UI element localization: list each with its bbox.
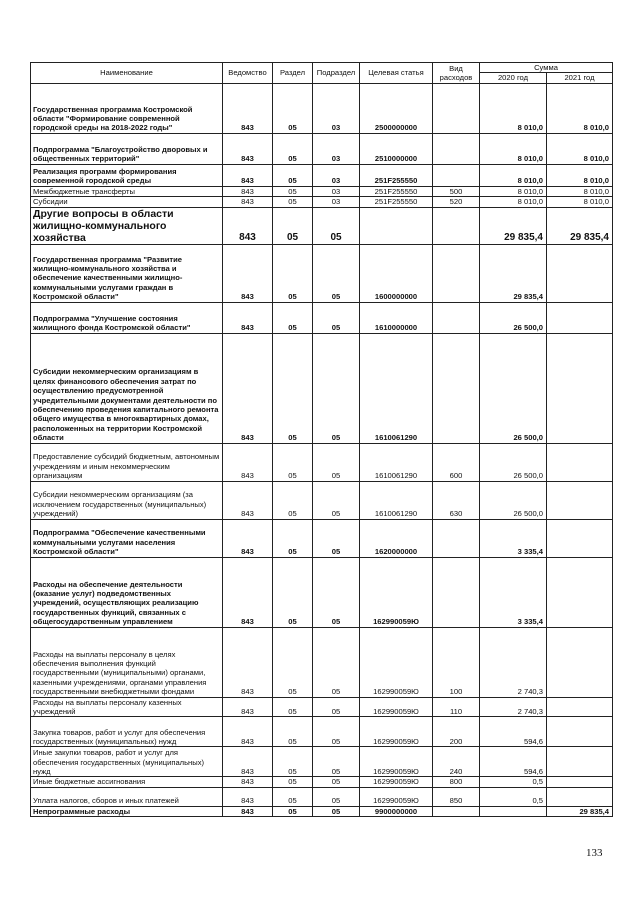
cell-section: 05 (273, 197, 313, 207)
cell-name: Подпрограмма "Улучшение состояния жилищного фонда Костромской области" (31, 302, 223, 333)
cell-name: Расходы на обеспечение деятельности (оказание услуг) подведомственных учреждений, осуществляющих реализацию государственных функций, связанных с общегосударственным управлением (31, 557, 223, 627)
cell-2020: 2 740,3 (480, 697, 547, 717)
cell-section: 05 (273, 697, 313, 717)
cell-2020: 8 010,0 (480, 83, 547, 133)
cell-subsection: 05 (313, 302, 360, 333)
cell-name: Субсидии некоммерческим организациям в целях финансового обеспечения затрат по осуществлению предусмотренной учредительными документами деятельности по обеспечению проведения капитального ремонта общего имущества в многоквартирных домах, расположенных на территории Костромской области (31, 333, 223, 443)
cell-target: 1600000000 (360, 244, 433, 302)
cell-target: 162990059Ю (360, 717, 433, 747)
cell-name: Закупка товаров, работ и услуг для обеспечения государственных (муниципальных) нужд (31, 717, 223, 747)
table-row (31, 806, 613, 816)
cell-subsection: 05 (313, 697, 360, 717)
cell-subsection: 05 (313, 717, 360, 747)
cell-dept: 843 (223, 207, 273, 244)
cell-section: 05 (273, 557, 313, 627)
cell-section: 05 (273, 133, 313, 164)
cell-2021: 29 835,4 (547, 806, 613, 816)
cell-section: 05 (273, 443, 313, 481)
header-2021: 2021 год (547, 73, 613, 83)
cell-name: Другие вопросы в области жилищно-коммунального хозяйства (31, 207, 223, 244)
cell-target: 162990059Ю (360, 787, 433, 806)
table-row (31, 481, 613, 519)
table-row (31, 197, 613, 207)
cell-target: 1610061290 (360, 333, 433, 443)
cell-subsection: 03 (313, 164, 360, 186)
cell-2021 (547, 557, 613, 627)
cell-2020: 8 010,0 (480, 133, 547, 164)
cell-name: Расходы на выплаты персоналу казенных учреждений (31, 697, 223, 717)
cell-section: 05 (273, 83, 313, 133)
cell-2021 (547, 627, 613, 697)
table-row (31, 164, 613, 186)
cell-2021 (547, 244, 613, 302)
cell-target: 251F255550 (360, 197, 433, 207)
cell-target: 251F255550 (360, 164, 433, 186)
cell-target: 1620000000 (360, 519, 433, 557)
cell-section: 05 (273, 777, 313, 787)
cell-name: Предоставление субсидий бюджетным, автономным учреждениям и иным некоммерческим организациям (31, 443, 223, 481)
cell-name: Расходы на выплаты персоналу в целях обеспечения выполнения функций государственными (муниципальными) органами, казенными учреждениями, органами управления государственными внебюджетными фондами (31, 627, 223, 697)
cell-2021 (547, 519, 613, 557)
cell-2020: 26 500,0 (480, 481, 547, 519)
cell-dept: 843 (223, 133, 273, 164)
cell-dept: 843 (223, 557, 273, 627)
cell-subsection: 05 (313, 207, 360, 244)
cell-section: 05 (273, 186, 313, 196)
cell-section: 05 (273, 333, 313, 443)
cell-subsection: 05 (313, 777, 360, 787)
cell-2020: 3 335,4 (480, 519, 547, 557)
table-body (31, 83, 613, 816)
cell-section: 05 (273, 519, 313, 557)
cell-name: Субсидии (31, 197, 223, 207)
cell-section: 05 (273, 717, 313, 747)
cell-target (360, 207, 433, 244)
cell-exp-type: 240 (433, 747, 480, 777)
cell-2021 (547, 747, 613, 777)
cell-subsection: 05 (313, 333, 360, 443)
cell-target: 162990059Ю (360, 697, 433, 717)
cell-2021 (547, 787, 613, 806)
cell-dept: 843 (223, 519, 273, 557)
cell-exp-type (433, 164, 480, 186)
cell-exp-type (433, 302, 480, 333)
cell-exp-type (433, 83, 480, 133)
cell-2021 (547, 302, 613, 333)
cell-2020: 594,6 (480, 747, 547, 777)
cell-exp-type (433, 133, 480, 164)
cell-exp-type: 100 (433, 627, 480, 697)
cell-exp-type: 630 (433, 481, 480, 519)
cell-subsection: 05 (313, 519, 360, 557)
header-sum: Сумма (480, 63, 613, 73)
cell-dept: 843 (223, 697, 273, 717)
cell-name: Государственная программа "Развитие жилищно-коммунального хозяйства и обеспечение качественными жилищно-коммунальными услугами граждан в Костромской области" (31, 244, 223, 302)
cell-dept: 843 (223, 481, 273, 519)
cell-section: 05 (273, 207, 313, 244)
cell-2021: 8 010,0 (547, 197, 613, 207)
cell-dept: 843 (223, 627, 273, 697)
cell-2021 (547, 697, 613, 717)
cell-name: Реализация программ формирования современной городской среды (31, 164, 223, 186)
cell-subsection: 03 (313, 186, 360, 196)
cell-name: Иные бюджетные ассигнования (31, 777, 223, 787)
cell-2021 (547, 481, 613, 519)
table-row (31, 83, 613, 133)
table-row (31, 717, 613, 747)
cell-target: 162990059Ю (360, 747, 433, 777)
table-row (31, 244, 613, 302)
cell-subsection: 05 (313, 443, 360, 481)
cell-dept: 843 (223, 777, 273, 787)
header-name: Наименование (31, 63, 223, 84)
cell-section: 05 (273, 164, 313, 186)
cell-exp-type (433, 519, 480, 557)
cell-dept: 843 (223, 186, 273, 196)
cell-target: 1610061290 (360, 443, 433, 481)
cell-2021: 8 010,0 (547, 83, 613, 133)
table-row (31, 186, 613, 196)
cell-2021: 29 835,4 (547, 207, 613, 244)
cell-exp-type (433, 207, 480, 244)
header-2020: 2020 год (480, 73, 547, 83)
cell-2021 (547, 443, 613, 481)
cell-2021 (547, 777, 613, 787)
cell-2020: 8 010,0 (480, 164, 547, 186)
cell-section: 05 (273, 806, 313, 816)
cell-name: Межбюджетные трансферты (31, 186, 223, 196)
cell-subsection: 03 (313, 197, 360, 207)
header-subsection: Подраздел (313, 63, 360, 84)
cell-subsection: 05 (313, 481, 360, 519)
cell-dept: 843 (223, 333, 273, 443)
cell-subsection: 03 (313, 133, 360, 164)
cell-dept: 843 (223, 443, 273, 481)
cell-2020: 8 010,0 (480, 186, 547, 196)
cell-subsection: 05 (313, 627, 360, 697)
cell-2020: 0,5 (480, 787, 547, 806)
cell-2020: 0,5 (480, 777, 547, 787)
cell-subsection: 05 (313, 806, 360, 816)
table-row (31, 697, 613, 717)
cell-dept: 843 (223, 164, 273, 186)
cell-target: 162990059Ю (360, 557, 433, 627)
cell-2020: 26 500,0 (480, 443, 547, 481)
cell-subsection: 05 (313, 557, 360, 627)
cell-2021: 8 010,0 (547, 133, 613, 164)
cell-2020: 3 335,4 (480, 557, 547, 627)
cell-target: 1610000000 (360, 302, 433, 333)
cell-dept: 843 (223, 717, 273, 747)
table-row (31, 777, 613, 787)
cell-2020: 29 835,4 (480, 207, 547, 244)
cell-2020: 594,6 (480, 717, 547, 747)
cell-name: Иные закупки товаров, работ и услуг для обеспечения государственных (муниципальных) нужд (31, 747, 223, 777)
cell-subsection: 05 (313, 747, 360, 777)
cell-exp-type: 500 (433, 186, 480, 196)
cell-target: 9900000000 (360, 806, 433, 816)
cell-2020: 26 500,0 (480, 333, 547, 443)
cell-subsection: 05 (313, 787, 360, 806)
cell-exp-type: 110 (433, 697, 480, 717)
cell-2020: 8 010,0 (480, 197, 547, 207)
header-target: Целевая статья (360, 63, 433, 84)
table-row (31, 557, 613, 627)
cell-dept: 843 (223, 302, 273, 333)
header-section: Раздел (273, 63, 313, 84)
cell-section: 05 (273, 787, 313, 806)
table-row (31, 443, 613, 481)
cell-exp-type (433, 806, 480, 816)
cell-2020: 2 740,3 (480, 627, 547, 697)
cell-dept: 843 (223, 197, 273, 207)
cell-subsection: 05 (313, 244, 360, 302)
cell-name: Уплата налогов, сборов и иных платежей (31, 787, 223, 806)
cell-section: 05 (273, 302, 313, 333)
table-row (31, 302, 613, 333)
cell-dept: 843 (223, 747, 273, 777)
cell-2020: 29 835,4 (480, 244, 547, 302)
cell-name: Государственная программа Костромской области "Формирование современной городской среды на 2018-2022 годы" (31, 83, 223, 133)
cell-exp-type (433, 557, 480, 627)
cell-name: Подпрограмма "Благоустройство дворовых и общественных территорий" (31, 133, 223, 164)
cell-2021: 8 010,0 (547, 186, 613, 196)
cell-exp-type: 200 (433, 717, 480, 747)
cell-target: 251F255550 (360, 186, 433, 196)
cell-section: 05 (273, 747, 313, 777)
cell-2020: 26 500,0 (480, 302, 547, 333)
cell-exp-type: 850 (433, 787, 480, 806)
table-row (31, 519, 613, 557)
cell-2021 (547, 333, 613, 443)
table-row (31, 207, 613, 244)
cell-2021 (547, 717, 613, 747)
cell-target: 2500000000 (360, 83, 433, 133)
cell-exp-type: 600 (433, 443, 480, 481)
budget-table (30, 62, 613, 817)
cell-section: 05 (273, 244, 313, 302)
cell-subsection: 03 (313, 83, 360, 133)
cell-dept: 843 (223, 83, 273, 133)
cell-section: 05 (273, 627, 313, 697)
table-row (31, 627, 613, 697)
cell-name: Субсидии некоммерческим организациям (за исключением государственных (муниципальных) учреждений) (31, 481, 223, 519)
header-exp-type: Вид расходов (433, 63, 480, 84)
table-row (31, 333, 613, 443)
cell-dept: 843 (223, 787, 273, 806)
cell-exp-type (433, 333, 480, 443)
header-dept: Ведомство (223, 63, 273, 84)
cell-name: Подпрограмма "Обеспечение качественными коммунальными услугами населения Костромской области" (31, 519, 223, 557)
cell-2020 (480, 806, 547, 816)
page-number: 133 (586, 847, 603, 859)
cell-2021: 8 010,0 (547, 164, 613, 186)
table-row (31, 747, 613, 777)
cell-exp-type: 520 (433, 197, 480, 207)
cell-exp-type (433, 244, 480, 302)
cell-target: 162990059Ю (360, 777, 433, 787)
cell-dept: 843 (223, 244, 273, 302)
cell-target: 162990059Ю (360, 627, 433, 697)
cell-section: 05 (273, 481, 313, 519)
cell-target: 2510000000 (360, 133, 433, 164)
cell-dept: 843 (223, 806, 273, 816)
cell-name: Непрограммные расходы (31, 806, 223, 816)
cell-target: 1610061290 (360, 481, 433, 519)
cell-exp-type: 800 (433, 777, 480, 787)
table-row (31, 787, 613, 806)
table-row (31, 133, 613, 164)
